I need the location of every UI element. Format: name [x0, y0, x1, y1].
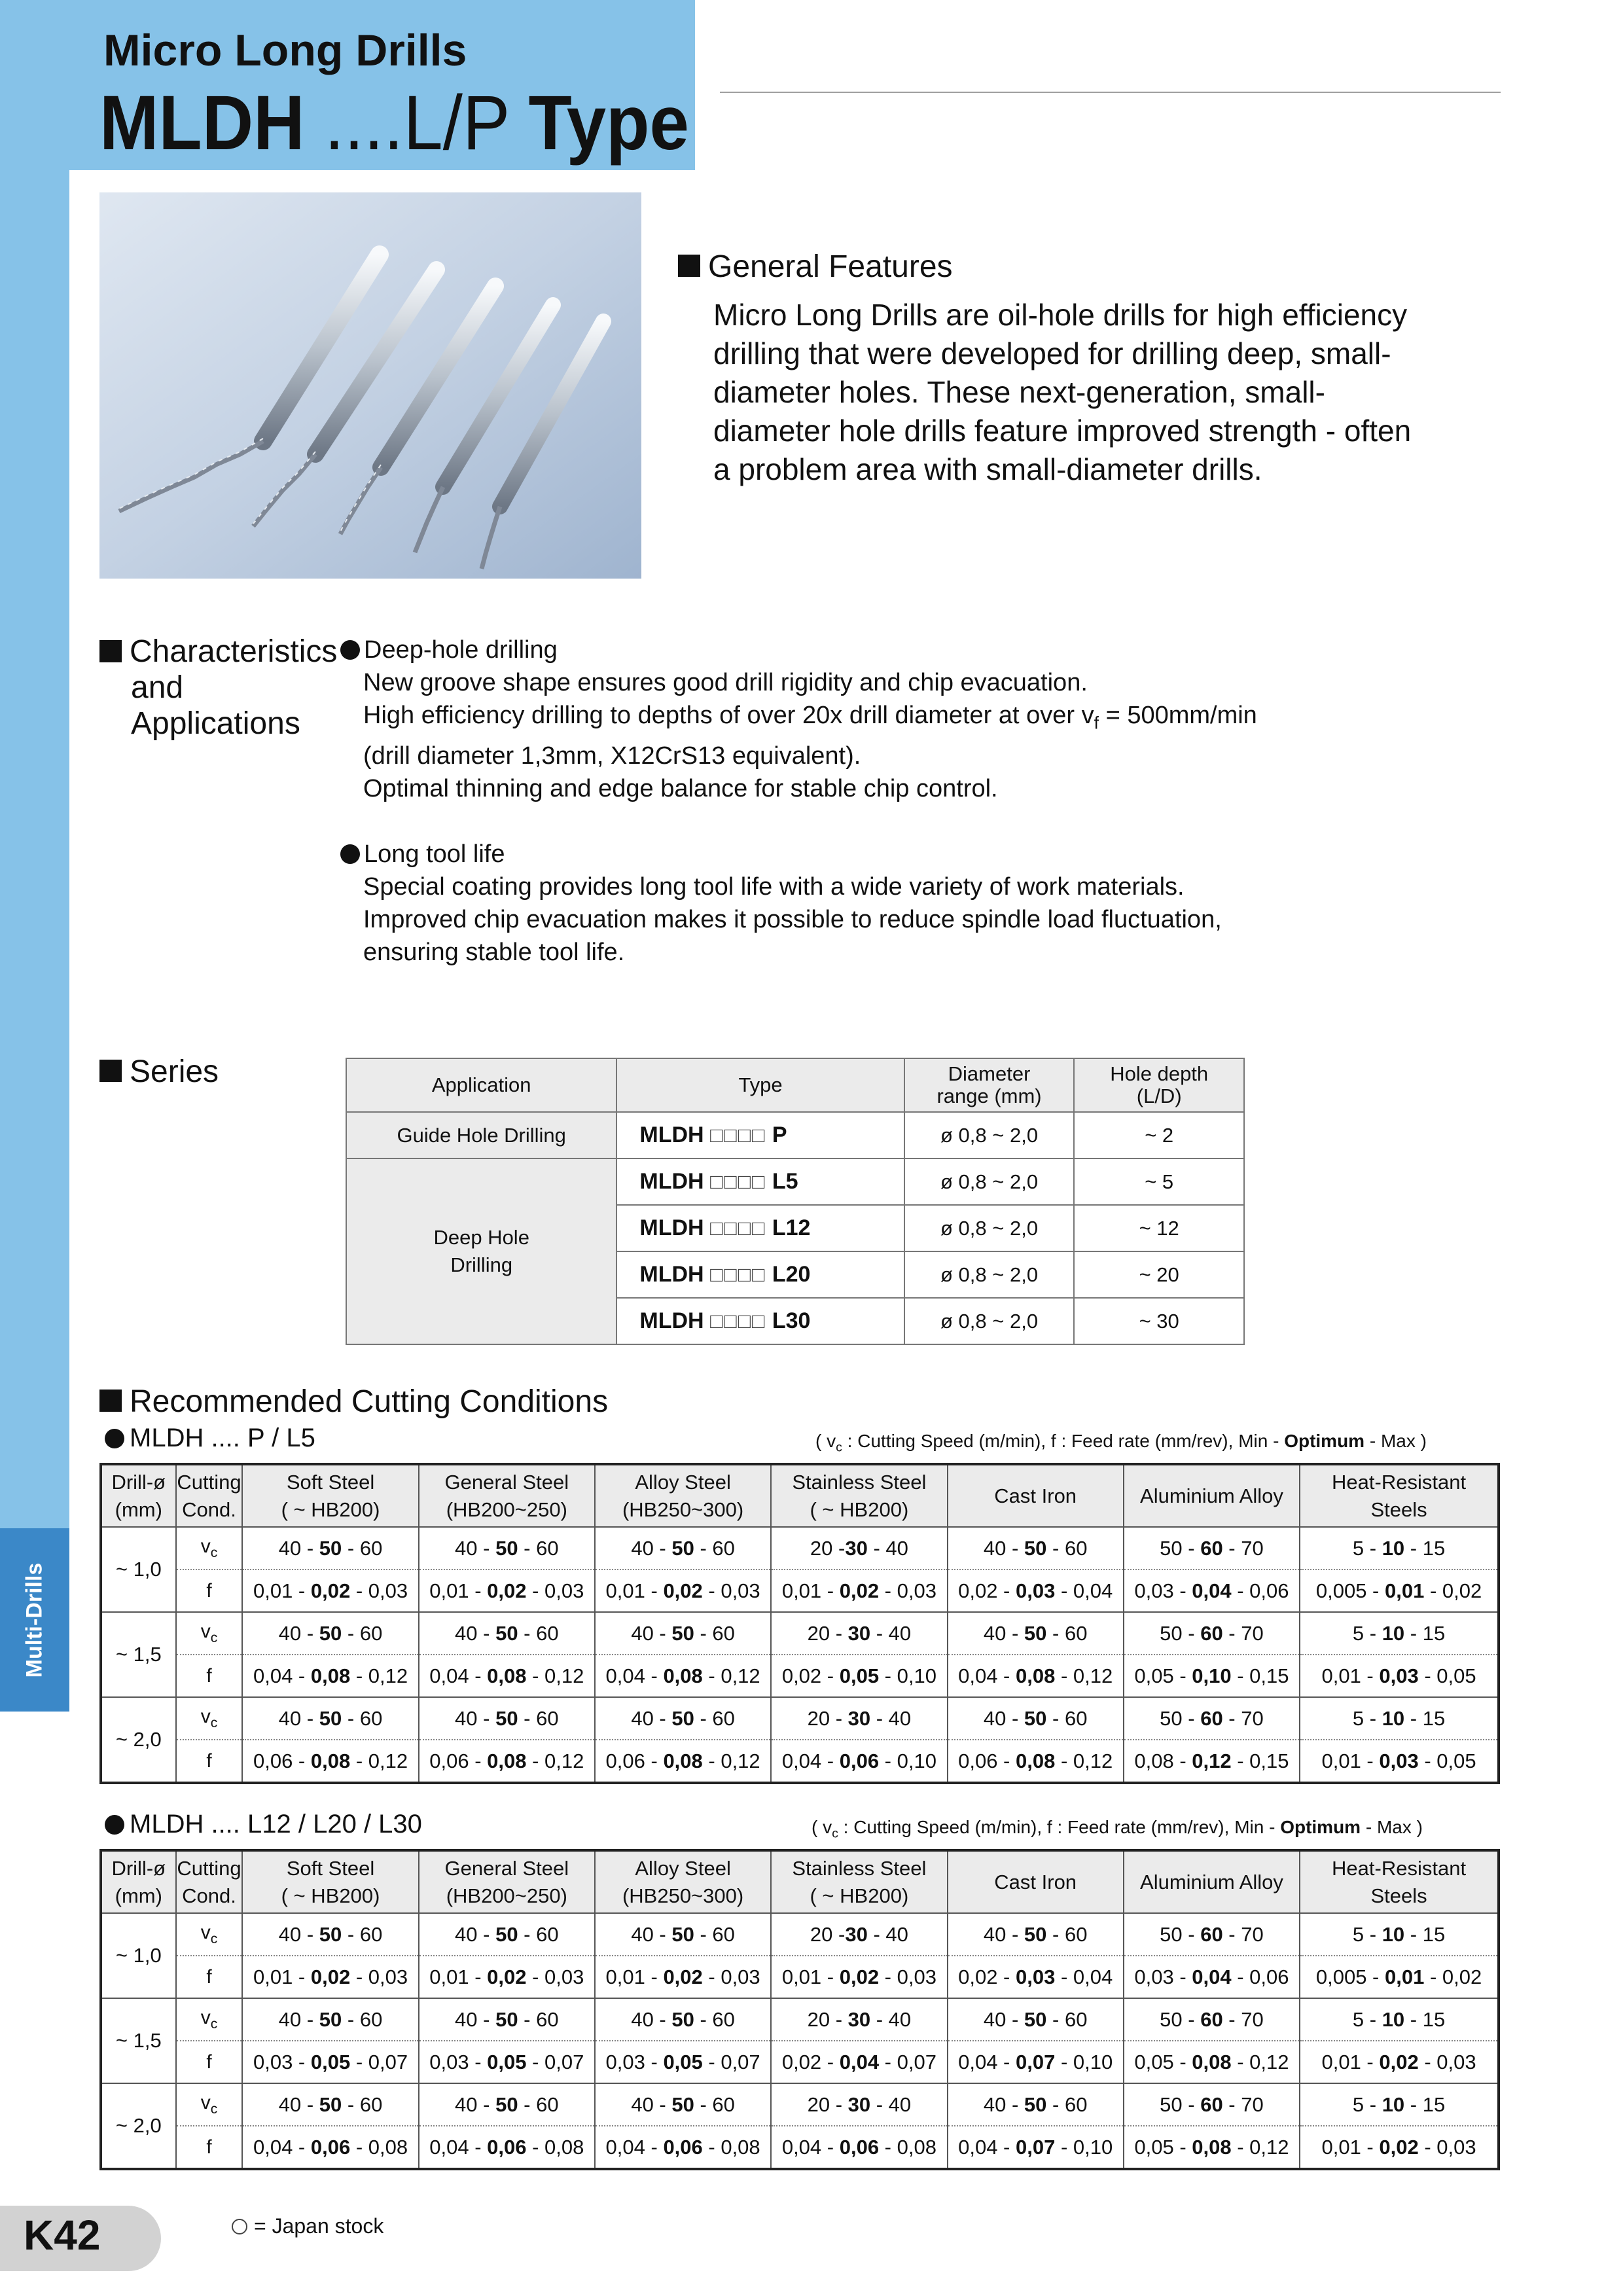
table-row — [101, 1527, 1499, 1570]
general-features-text: Micro Long Drills are oil-hole drills for high efficiency drilling that were developed for drilling deep, small- diameter holes. These next-generation, small- diameter hole drills feature improved strength - often a problem area with small-diameter drills. — [713, 298, 1412, 486]
speed-value-cell: 5 - 10 - 15 — [1300, 1913, 1499, 1956]
col-general-steel: General Steel (HB200~250) — [419, 1850, 595, 1913]
bullet-dot-icon — [340, 844, 360, 864]
speed-value-cell: 40 - 50 - 60 — [419, 1998, 595, 2041]
feed-value-cell: 0,06 - 0,08 - 0,12 — [948, 1740, 1124, 1783]
table-row — [101, 1913, 1499, 1956]
feed-value-cell: 0,04 - 0,06 - 0,08 — [419, 2126, 595, 2169]
speed-value-cell: 40 - 50 - 60 — [419, 2083, 595, 2126]
speed-value-cell: 50 - 60 - 70 — [1124, 1998, 1300, 2041]
rcc-table1-title: MLDH .... P / L5 — [105, 1424, 315, 1453]
speed-value-cell: 5 - 10 - 15 — [1300, 1998, 1499, 2041]
cutting-speed-label: $v_c$ — [176, 1527, 243, 1570]
speed-value-cell: 50 - 60 - 70 — [1124, 1612, 1300, 1655]
page-number: K42 — [24, 2212, 101, 2259]
stock-legend: = Japan stock — [232, 2214, 383, 2238]
feed-value-cell: 0,08 - 0,12 - 0,15 — [1124, 1740, 1300, 1783]
feed-rate-label: f — [176, 1956, 243, 1998]
col-stainless-steel: Stainless Steel ( ~ HB200) — [771, 1464, 947, 1527]
feed-value-cell: 0,01 - 0,02 - 0,03 — [1300, 2126, 1499, 2169]
table-row — [101, 1655, 1499, 1697]
characteristics-text: Deep-hole drilling New groove shape ensures good drill rigidity and chip evacuation. High efficiency drilling to depths of over 20x drill diameter at over $v_f = 500mm/\min$ (drill diameter 1,3mm, X12CrS13 equivalent). Optimal thinning and edge balance for stable chip control. Long tool life Special coating provides long tool life with a wide variety of work materials. Improved chip evacuation makes it possible to reduce spindle load fluctuation, ensuring stable tool life. — [340, 634, 1453, 969]
depth-cell: ~ 30 — [1074, 1298, 1244, 1344]
col-aluminium-alloy: Aluminium Alloy — [1124, 1850, 1300, 1913]
feed-value-cell: 0,03 - 0,04 - 0,06 — [1124, 1570, 1300, 1612]
speed-value-cell: 40 - 50 - 60 — [242, 2083, 418, 2126]
characteristics-heading: Characteristics and Applications — [99, 634, 337, 742]
speed-value-cell: 40 - 50 - 60 — [948, 2083, 1124, 2126]
speed-value-cell: 20 - 30 - 40 — [771, 2083, 947, 2126]
speed-value-cell: 40 - 50 - 60 — [595, 1527, 771, 1570]
feed-value-cell: 0,02 - 0,03 - 0,04 — [948, 1570, 1124, 1612]
bullet-dot-icon — [340, 640, 360, 660]
speed-value-cell: 40 - 50 - 60 — [419, 1612, 595, 1655]
speed-value-cell: 40 - 50 - 60 — [948, 1612, 1124, 1655]
feed-value-cell: 0,04 - 0,06 - 0,08 — [771, 2126, 947, 2169]
speed-value-cell: 50 - 60 - 70 — [1124, 1697, 1300, 1740]
drill-diameter-cell: ~ 2,0 — [101, 2083, 176, 2169]
title-type: Type — [528, 80, 689, 166]
feed-value-cell: 0,06 - 0,08 - 0,12 — [595, 1740, 771, 1783]
col-alloy-steel: Alloy Steel (HB250~300) — [595, 1850, 771, 1913]
bullet-dot-icon — [105, 1429, 124, 1448]
feed-value-cell: 0,01 - 0,02 - 0,03 — [595, 1570, 771, 1612]
tool-life-title: Long tool life — [364, 840, 505, 868]
col-alloy-steel: Alloy Steel (HB250~300) — [595, 1464, 771, 1527]
speed-value-cell: 40 - 50 - 60 — [948, 1527, 1124, 1570]
speed-value-cell: 5 - 10 - 15 — [1300, 1612, 1499, 1655]
rcc-legend: ( $v_c$ : Cutting Speed (m/min), f : Feed rate (mm/rev), Min - Optimum - Max ) — [812, 1817, 1423, 1841]
feed-value-cell: 0,04 - 0,07 - 0,10 — [948, 2126, 1124, 2169]
feed-rate-label: f — [176, 2041, 243, 2083]
feed-value-cell: 0,02 - 0,05 - 0,10 — [771, 1655, 947, 1697]
speed-value-cell: 20 -30 - 40 — [771, 1527, 947, 1570]
table-row — [101, 1612, 1499, 1655]
feed-value-cell: 0,01 - 0,03 - 0,05 — [1300, 1740, 1499, 1783]
depth-cell: ~ 12 — [1074, 1205, 1244, 1251]
drill-diameter-cell: ~ 1,5 — [101, 1998, 176, 2083]
col-cast-iron: Cast Iron — [948, 1464, 1124, 1527]
product-photo — [99, 192, 641, 579]
speed-value-cell: 40 - 50 - 60 — [419, 1697, 595, 1740]
table-row — [101, 1956, 1499, 1998]
feed-value-cell: 0,02 - 0,03 - 0,04 — [948, 1956, 1124, 1998]
col-stainless-steel: Stainless Steel ( ~ HB200) — [771, 1850, 947, 1913]
col-heat-resistant: Heat-Resistant Steels — [1300, 1850, 1499, 1913]
speed-value-cell: 40 - 50 - 60 — [242, 1913, 418, 1956]
feed-value-cell: 0,04 - 0,06 - 0,08 — [595, 2126, 771, 2169]
cutting-speed-label: $v_c$ — [176, 1612, 243, 1655]
col-diameter: Diameter range (mm) — [904, 1058, 1075, 1112]
depth-cell: ~ 20 — [1074, 1251, 1244, 1298]
square-bullet-icon — [678, 255, 700, 277]
col-soft-steel: Soft Steel ( ~ HB200) — [242, 1850, 418, 1913]
type-cell: MLDH □□□□ L12 — [616, 1205, 904, 1251]
type-cell: MLDH □□□□ P — [616, 1112, 904, 1158]
feed-value-cell: 0,03 - 0,05 - 0,07 — [419, 2041, 595, 2083]
col-drill-diameter: Drill-ø (mm) — [101, 1850, 176, 1913]
feed-rate-label: f — [176, 1655, 243, 1697]
square-bullet-icon — [99, 1060, 122, 1082]
drill-diameter-cell: ~ 1,0 — [101, 1527, 176, 1612]
speed-value-cell: 40 - 50 - 60 — [595, 2083, 771, 2126]
speed-value-cell: 20 - 30 - 40 — [771, 1612, 947, 1655]
speed-value-cell: 20 - 30 - 40 — [771, 1998, 947, 2041]
page-subtitle: Micro Long Drills — [103, 26, 467, 75]
speed-value-cell: 50 - 60 - 70 — [1124, 2083, 1300, 2126]
feed-value-cell: 0,01 - 0,02 - 0,03 — [771, 1956, 947, 1998]
table-row — [101, 2041, 1499, 2083]
diameter-cell: ø 0,8 ~ 2,0 — [904, 1112, 1075, 1158]
diameter-cell: ø 0,8 ~ 2,0 — [904, 1251, 1075, 1298]
feed-value-cell: 0,03 - 0,05 - 0,07 — [242, 2041, 418, 2083]
type-cell: MLDH □□□□ L5 — [616, 1158, 904, 1205]
page-title — [99, 79, 689, 168]
cutting-speed-label: $v_c$ — [176, 2083, 243, 2126]
feed-value-cell: 0,02 - 0,04 - 0,07 — [771, 2041, 947, 2083]
diameter-cell: ø 0,8 ~ 2,0 — [904, 1205, 1075, 1251]
col-aluminium-alloy: Aluminium Alloy — [1124, 1464, 1300, 1527]
table-row — [101, 1998, 1499, 2041]
drill-diameter-cell: ~ 2,0 — [101, 1697, 176, 1783]
feed-value-cell: 0,05 - 0,08 - 0,12 — [1124, 2126, 1300, 2169]
feed-value-cell: 0,06 - 0,08 - 0,12 — [242, 1740, 418, 1783]
speed-value-cell: 40 - 50 - 60 — [419, 1913, 595, 1956]
speed-value-cell: 40 - 50 - 60 — [948, 1697, 1124, 1740]
speed-value-cell: 40 - 50 - 60 — [242, 1527, 418, 1570]
col-application: Application — [346, 1058, 616, 1112]
cutting-speed-label: $v_c$ — [176, 1998, 243, 2041]
side-strip — [0, 170, 69, 1581]
speed-value-cell: 5 - 10 - 15 — [1300, 1527, 1499, 1570]
speed-value-cell: 20 -30 - 40 — [771, 1913, 947, 1956]
col-cutting-cond: Cutting Cond. — [176, 1850, 243, 1913]
title-code: MLDH — [99, 80, 305, 166]
feed-value-cell: 0,01 - 0,02 - 0,03 — [595, 1956, 771, 1998]
feed-rate-label: f — [176, 1570, 243, 1612]
speed-value-cell: 40 - 50 - 60 — [419, 1527, 595, 1570]
table-row — [346, 1158, 1244, 1205]
title-dots: ....L/P — [304, 80, 529, 166]
side-tab-label: Multi-Drills — [22, 1562, 47, 1677]
feed-value-cell: 0,04 - 0,06 - 0,08 — [242, 2126, 418, 2169]
speed-value-cell: 5 - 10 - 15 — [1300, 2083, 1499, 2126]
rcc-heading: Recommended Cutting Conditions — [99, 1384, 608, 1420]
feed-value-cell: 0,01 - 0,02 - 0,03 — [242, 1956, 418, 1998]
feed-value-cell: 0,01 - 0,02 - 0,03 — [771, 1570, 947, 1612]
speed-value-cell: 40 - 50 - 60 — [948, 1913, 1124, 1956]
type-cell: MLDH □□□□ L20 — [616, 1251, 904, 1298]
feed-value-cell: 0,01 - 0,02 - 0,03 — [419, 1956, 595, 1998]
drill-diameter-cell: ~ 1,0 — [101, 1913, 176, 1998]
speed-value-cell: 40 - 50 - 60 — [595, 1998, 771, 2041]
col-general-steel: General Steel (HB200~250) — [419, 1464, 595, 1527]
speed-value-cell: 50 - 60 - 70 — [1124, 1527, 1300, 1570]
series-heading: Series — [99, 1054, 219, 1090]
drill-diameter-cell: ~ 1,5 — [101, 1612, 176, 1697]
table-row — [101, 1740, 1499, 1783]
feed-value-cell: 0,03 - 0,05 - 0,07 — [595, 2041, 771, 2083]
feed-value-cell: 0,05 - 0,10 - 0,15 — [1124, 1655, 1300, 1697]
feed-value-cell: 0,04 - 0,08 - 0,12 — [595, 1655, 771, 1697]
cutting-conditions-table-2 — [99, 1849, 1500, 2170]
feed-value-cell: 0,06 - 0,08 - 0,12 — [419, 1740, 595, 1783]
col-drill-diameter: Drill-ø (mm) — [101, 1464, 176, 1527]
table-row — [101, 2126, 1499, 2169]
feed-value-cell: 0,005 - 0,01 - 0,02 — [1300, 1570, 1499, 1612]
type-cell: MLDH □□□□ L30 — [616, 1298, 904, 1344]
stock-circle-icon — [232, 2219, 247, 2234]
feed-value-cell: 0,04 - 0,07 - 0,10 — [948, 2041, 1124, 2083]
col-depth: Hole depth (L/D) — [1074, 1058, 1244, 1112]
general-features-heading: General Features — [678, 249, 953, 285]
col-soft-steel: Soft Steel ( ~ HB200) — [242, 1464, 418, 1527]
cutting-conditions-table-1 — [99, 1463, 1500, 1784]
table-row — [101, 1570, 1499, 1612]
rcc-legend: ( $v_c$ : Cutting Speed (m/min), f : Feed rate (mm/rev), Min - Optimum - Max ) — [815, 1431, 1427, 1455]
diameter-cell: ø 0,8 ~ 2,0 — [904, 1298, 1075, 1344]
feed-value-cell: 0,04 - 0,08 - 0,12 — [948, 1655, 1124, 1697]
feed-value-cell: 0,04 - 0,06 - 0,10 — [771, 1740, 947, 1783]
table-row — [101, 2083, 1499, 2126]
feed-value-cell: 0,01 - 0,02 - 0,03 — [242, 1570, 418, 1612]
application-cell: Deep Hole Drilling — [346, 1158, 616, 1344]
depth-cell: ~ 5 — [1074, 1158, 1244, 1205]
feed-value-cell: 0,04 - 0,08 - 0,12 — [419, 1655, 595, 1697]
speed-value-cell: 20 - 30 - 40 — [771, 1697, 947, 1740]
header-rule — [720, 92, 1501, 93]
feed-value-cell: 0,05 - 0,08 - 0,12 — [1124, 2041, 1300, 2083]
rcc-table2-title: MLDH .... L12 / L20 / L30 — [105, 1810, 422, 1839]
speed-value-cell: 5 - 10 - 15 — [1300, 1697, 1499, 1740]
feed-rate-label: f — [176, 2126, 243, 2169]
speed-value-cell: 40 - 50 - 60 — [242, 1998, 418, 2041]
feed-rate-label: f — [176, 1740, 243, 1783]
series-table — [346, 1058, 1245, 1345]
table-row — [346, 1112, 1244, 1158]
bullet-dot-icon — [105, 1815, 124, 1835]
table-row — [101, 1697, 1499, 1740]
feed-value-cell: 0,04 - 0,08 - 0,12 — [242, 1655, 418, 1697]
cutting-speed-label: $v_c$ — [176, 1697, 243, 1740]
speed-value-cell: 40 - 50 - 60 — [595, 1913, 771, 1956]
col-heat-resistant: Heat-Resistant Steels — [1300, 1464, 1499, 1527]
col-type: Type — [616, 1058, 904, 1112]
feed-value-cell: 0,01 - 0,02 - 0,03 — [1300, 2041, 1499, 2083]
cutting-speed-label: $v_c$ — [176, 1913, 243, 1956]
feed-value-cell: 0,005 - 0,01 - 0,02 — [1300, 1956, 1499, 1998]
deep-hole-title: Deep-hole drilling — [364, 636, 558, 664]
square-bullet-icon — [99, 640, 122, 662]
speed-value-cell: 40 - 50 - 60 — [242, 1697, 418, 1740]
col-cast-iron: Cast Iron — [948, 1850, 1124, 1913]
depth-cell: ~ 2 — [1074, 1112, 1244, 1158]
speed-value-cell: 40 - 50 - 60 — [595, 1612, 771, 1655]
feed-value-cell: 0,01 - 0,02 - 0,03 — [419, 1570, 595, 1612]
application-cell: Guide Hole Drilling — [346, 1112, 616, 1158]
feed-value-cell: 0,03 - 0,04 - 0,06 — [1124, 1956, 1300, 1998]
diameter-cell: ø 0,8 ~ 2,0 — [904, 1158, 1075, 1205]
square-bullet-icon — [99, 1390, 122, 1412]
speed-value-cell: 40 - 50 - 60 — [242, 1612, 418, 1655]
speed-value-cell: 40 - 50 - 60 — [948, 1998, 1124, 2041]
speed-value-cell: 40 - 50 - 60 — [595, 1697, 771, 1740]
col-cutting-cond: Cutting Cond. — [176, 1464, 243, 1527]
speed-value-cell: 50 - 60 - 70 — [1124, 1913, 1300, 1956]
feed-value-cell: 0,01 - 0,03 - 0,05 — [1300, 1655, 1499, 1697]
